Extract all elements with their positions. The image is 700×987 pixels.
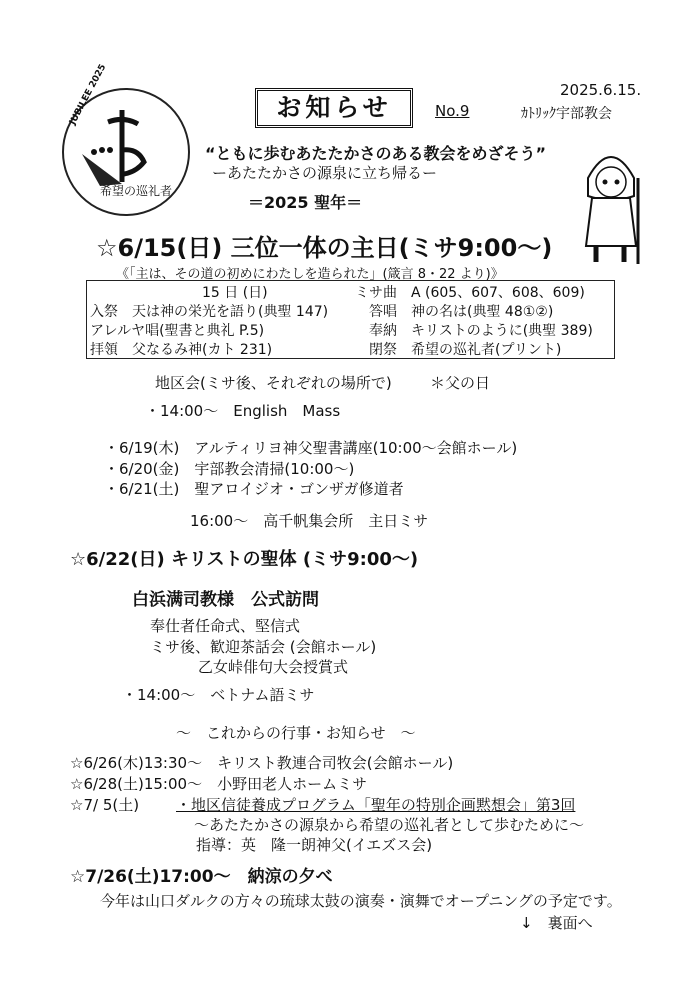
turn-over-note: ↓ 裏面へ <box>520 914 593 932</box>
visit-item: ミサ後、歓迎茶話会 (会館ホール) <box>150 638 377 656</box>
takachiho-mass: 16:00～ 高千帆集会所 主日ミサ <box>190 512 429 530</box>
scripture-quote: 《「主は、その道の初めにわたしを造られた」(箴言 8・22 より)》 <box>116 267 504 282</box>
section2-heading: ☆6/22(日) キリストの聖体 (ミサ9:00～) <box>70 549 419 570</box>
event-item: ・6/21(土) 聖アロイジオ・ゴンザガ修道者 <box>104 480 404 498</box>
visit-item: 乙女峠俳句大会授賞式 <box>198 658 349 676</box>
upcoming-item: ☆6/28(土)15:00～ 小野田老人ホームミサ <box>70 775 368 793</box>
vietnamese-mass: ・14:00～ ベトナム語ミサ <box>122 686 315 704</box>
response-psalm: 答唱 神の名は(典聖 48①②) <box>369 304 554 320</box>
issue-date: 2025.6.15. <box>560 81 642 99</box>
jul26-heading: ☆7/26(土)17:00～ 納涼の夕べ <box>70 867 333 887</box>
upcoming-item: ☆6/26(木)13:30～ キリスト教連合司牧会(会館ホール) <box>70 754 454 772</box>
communion-hymn: 拝領 父なるみ神(カト 231) <box>90 342 273 358</box>
event-item: ・6/20(金) 宇部教会清掃(10:00～) <box>104 460 355 478</box>
entrance-hymn: 入祭 天は神の栄光を語り(典聖 147) <box>90 304 329 320</box>
alleluia: アレルヤ唱(聖書と典礼 P.5) <box>90 323 265 339</box>
slogan: “ともに歩むあたたかさのある教会をめざそう” <box>205 144 547 163</box>
district-meeting: 地区会(ミサ後、それぞれの場所で) <box>155 374 392 392</box>
bishop-visit: 白浜满司教様 公式訪問 <box>132 590 319 610</box>
mass-program-box <box>86 280 615 359</box>
page-title: お知らせ <box>255 88 413 128</box>
jul5-date: ☆7/ 5(土) <box>70 796 140 814</box>
offertory-hymn: 奉納 キリストのように(典聖 389) <box>369 323 593 339</box>
jubilee-logo <box>62 62 190 216</box>
event-item: ・6/19(木) アルティリヨ神父聖書講座(10:00～会館ホール) <box>104 439 518 457</box>
visit-item: 奉仕者任命式、堅信式 <box>150 617 301 635</box>
jul5-subtitle: ～あたたかさの源泉から希望の巡礼者として歩むために～ <box>194 816 585 834</box>
jubilee-heading: ＝2025 聖年＝ <box>248 193 363 212</box>
fathers-day: ＊父の日 <box>430 374 491 392</box>
logo-arc-text: JUBILEE 2025 <box>68 62 109 127</box>
section1-heading: ☆6/15(日) 三位一体の主日(ミサ9:00～) <box>96 234 553 262</box>
jul26-text: 今年は山口ダルクの方々の琉球太鼓の演奏・演舞でオープニングの予定です。 <box>100 892 622 910</box>
pilgrim-mascot-icon <box>578 138 644 268</box>
upcoming-heading: ～ これからの行事・お知らせ ～ <box>176 724 416 742</box>
logo-bottom-text: 希望の巡礼者 <box>100 184 173 198</box>
church-name: ｶﾄﾘｯｸ宇部教会 <box>521 106 612 122</box>
jul5-program: ・地区信徒養成プログラム「聖年の特別企画黙想会」第3回 <box>176 796 576 814</box>
english-mass: ・14:00～ English Mass <box>145 402 341 420</box>
issue-number: No.9 <box>435 102 470 120</box>
mass-songs: ミサ曲 A (605、607、608、609) <box>355 285 585 301</box>
mass-day: 15 日 (日) <box>202 285 268 301</box>
subslogan: ーあたたかさの源泉に立ち帰るー <box>212 164 438 182</box>
recessional-hymn: 閉祭 希望の巡礼者(プリント) <box>369 342 562 358</box>
jul5-guide: 指導：英 隆一朗神父(イエズス会) <box>196 836 433 854</box>
